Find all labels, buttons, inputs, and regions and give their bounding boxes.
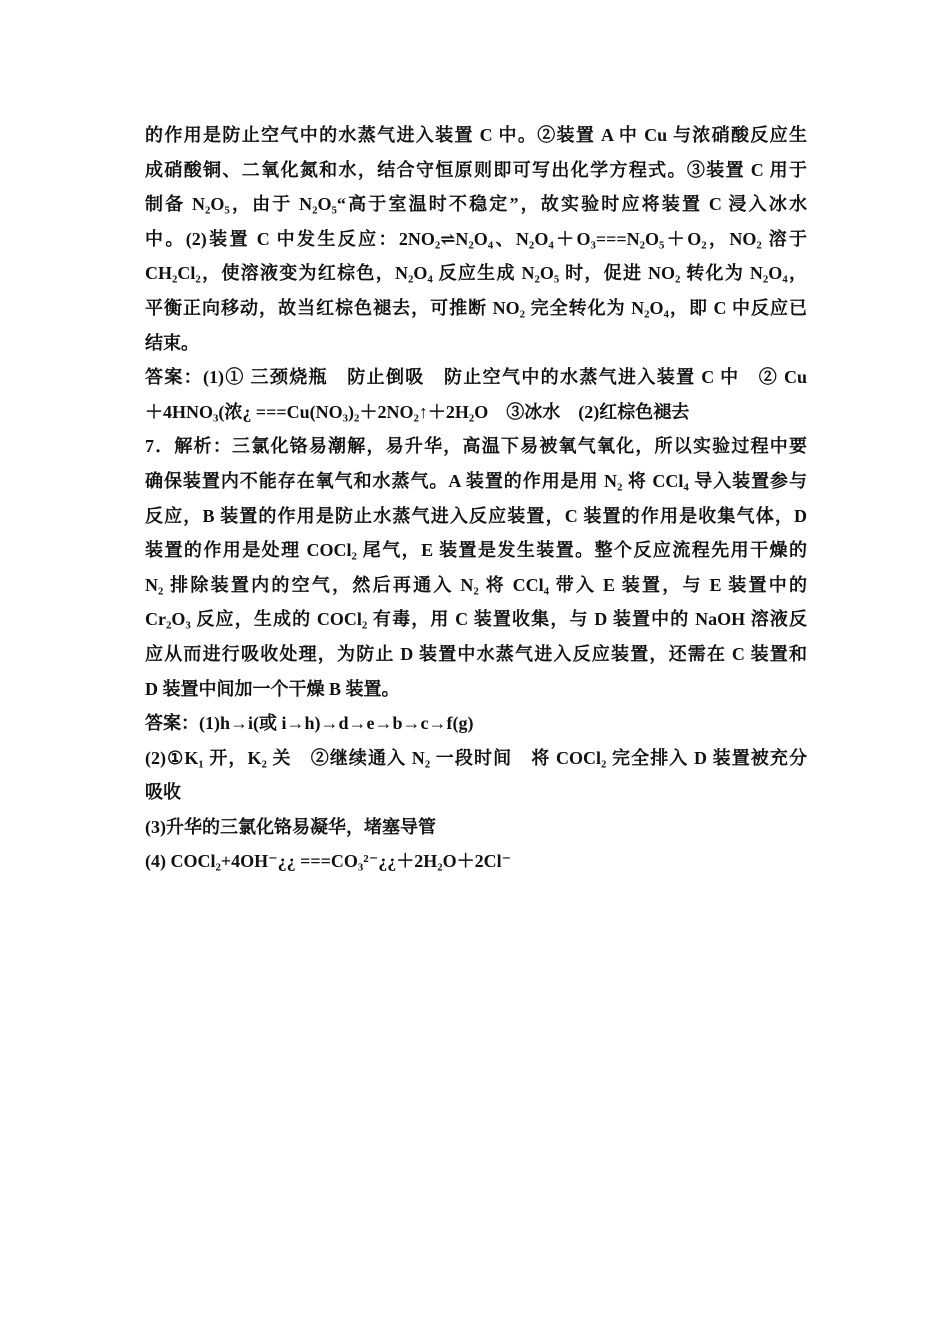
answer-line: (2)①K₁ 开，K₂ 关 ②继续通入 N₂ 一段时间 将 COCl₂ 完全排入 D 装置被充分 bbox=[145, 747, 807, 768]
text-line: Cr₂O₃ 反应，生成的 COCl₂ 有毒，用 C 装置收集，与 D 装置中的 NaOH 溶液反 bbox=[145, 609, 807, 630]
text-line: 平衡正向移动，故当红棕色褪去，可推断 NO₂ 完全转化为 N₂O₄，即 C 中反应已 bbox=[145, 297, 807, 318]
text-line: 确保装置内不能存在氧气和水蒸气。A 装置的作用是用 N₂ 将 CCl₄ 导入装置参与 bbox=[145, 470, 807, 491]
analysis-line: 7．解析：三氯化铬易潮解，易升华，高温下易被氧气氧化，所以实验过程中要 bbox=[145, 436, 807, 457]
text-line: 成硝酸铜、二氧化氮和水，结合守恒原则即可写出化学方程式。③装置 C 用于 bbox=[145, 159, 807, 180]
text-line: 装置的作用是处理 COCl₂ 尾气，E 装置是发生装置。整个反应流程先用干燥的 bbox=[145, 540, 807, 561]
answer-line: 答案：(1)① 三颈烧瓶 防止倒吸 防止空气中的水蒸气进入装置 C 中 ② Cu bbox=[145, 367, 807, 388]
answer-line: 答案：(1)h→i(或 i→h)→d→e→b→c→f(g) bbox=[145, 713, 474, 734]
text-line: CH₂Cl₂，使溶液变为红棕色，N₂O₄ 反应生成 N₂O₅ 时，促进 NO₂ 转化为 N₂O₄， bbox=[145, 263, 807, 284]
text-line: 应从而进行吸收处理，为防止 D 装置中水蒸气进入反应装置，还需在 C 装置和 bbox=[145, 643, 807, 664]
text-line: N₂ 排除装置内的空气，然后再通入 N₂ 将 CCl₄ 带入 E 装置，与 E 装置中的 bbox=[145, 574, 807, 595]
text-line: 结束。 bbox=[145, 332, 199, 353]
text-line: 中。(2)装置 C 中发生反应：2NO₂⇌N₂O₄、N₂O₄＋O₃===N₂O₅＋O₂，NO₂ 溶于 bbox=[145, 228, 807, 249]
answer-line: (3)升华的三氯化铬易凝华，堵塞导管 bbox=[145, 816, 436, 837]
text-line: 制备 N₂O₅，由于 N₂O₅“高于室温时不稳定”，故实验时应将装置 C 浸入冰水 bbox=[145, 194, 807, 215]
answer-line: ＋4HNO₃(浓¿ ===Cu(NO₃)₂＋2NO₂↑＋2H₂O ③冰水 (2)红棕色褪去 bbox=[145, 401, 690, 422]
text-line: 的作用是防止空气中的水蒸气进入装置 C 中。②装置 A 中 Cu 与浓硝酸反应生 bbox=[145, 125, 807, 145]
text-line: 反应，B 装置的作用是防止水蒸气进入反应装置，C 装置的作用是收集气体，D bbox=[145, 505, 807, 526]
text-line: D 装置中间加一个干燥 B 装置。 bbox=[145, 678, 400, 699]
answer-line: (4) COCl₂+4OH⁻¿¿ ===CO₃²⁻¿¿＋2H₂O＋2Cl⁻ bbox=[145, 851, 512, 872]
answer-text-block bbox=[145, 118, 807, 879]
answer-line: 吸收 bbox=[145, 782, 181, 803]
